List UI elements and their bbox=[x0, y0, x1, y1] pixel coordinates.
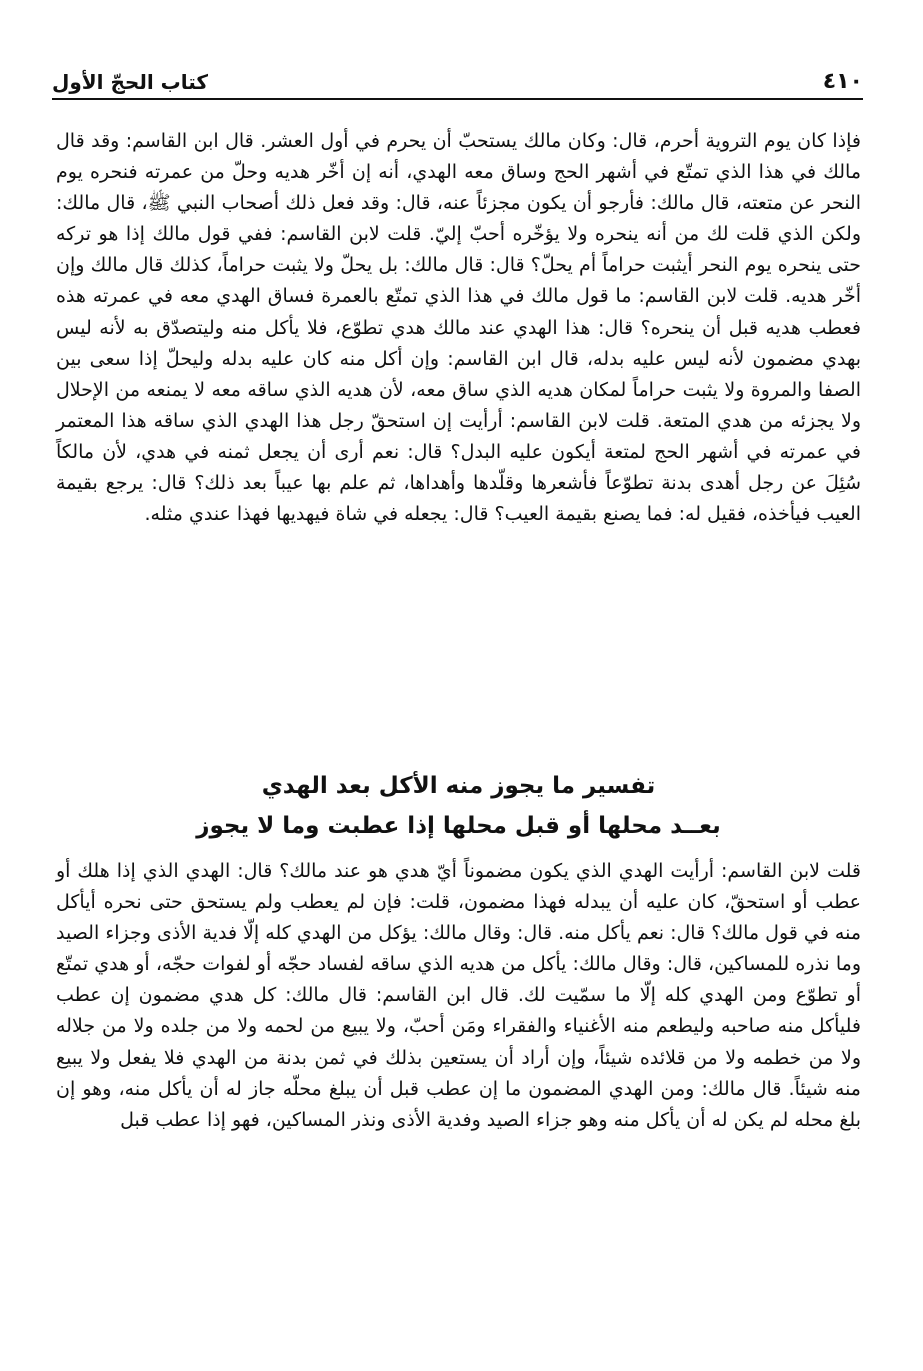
body-text-upper bbox=[56, 126, 861, 530]
section-heading bbox=[56, 766, 861, 846]
section-title-line-2: بعــد محلها أو قبل محلها إذا عطبت وما لا يجوز bbox=[196, 813, 721, 839]
paragraph: فإذا كان يوم التروية أحرم، قال: وكان مالك يستحبّ أن يحرم في أول العشر. قال ابن القاسم: وقد قال مالك في هذا الذي تمتّع في أشهر الحج وساق معه الهدي، أنه إن أخّر هديه وحلّ من عمرته فنحره يوم النحر عن متعته، قال مالك: فأرجو أن يكون مجزئاً عنه، قال: وقد فعل ذلك أصحاب النبي ﷺ، قال مالك: ولكن الذي قلت لك من أنه ينحره ولا يؤخّره أحبّ إليّ. قلت لابن القاسم: ففي قول مالك إذا هو تركه حتى ينحره يوم النحر أيثبت حراماً أم يحلّ؟ قال: قال مالك: بل يحلّ ولا يثبت حراماً، كذلك قال مالك وإن أخّر هديه. قلت لابن القاسم: ما قول مالك في هذا الذي تمتّع بالعمرة فساق الهدي معه في عمرته هذه فعطب هديه قبل أن ينحره؟ قال: هذا الهدي عند مالك هدي تطوّع، فلا يأكل منه وليتصدّق به لأنه ليس بهدي مضمون لأنه ليس عليه بدله، قال ابن القاسم: وإن أكل منه كان عليه بدله وليحلّ إذا سعى بين الصفا والمروة ولا يثبت حراماً لمكان هديه الذي ساق معه، لأن هديه الذي ساقه معه لا يمنعه من الإحلال ولا يجزئه من هدي المتعة. قلت لابن القاسم: أرأيت إن استحقّ رجل هذا الهدي الذي ساقه هذا المعتمر في عمرته في أشهر الحج لمتعة أيكون عليه البدل؟ قال: نعم أرى أن يجعل ثمنه في هدي، لأن مالكاً سُئِلَ عن رجل أهدى بدنة تطوّعاً فأشعرها وقلّدها وأهداها، ثم علم بها عيباً بعد ذلك؟ قال: يرجع بقيمة العيب فيأخذه، فقيل له: فما يصنع بقيمة العيب؟ قال: يجعله في شاة فيهديها فهذا عندي مثله. bbox=[56, 130, 861, 526]
page-header bbox=[52, 62, 863, 100]
section-paragraph: قلت لابن القاسم: أرأيت الهدي الذي يكون مضموناً أيّ هدي هو عند مالك؟ قال: الهدي الذي إذا هلك أو عطب أو استحقّ، كان عليه أن يبدله فهذا مضمون، قلت: فإن لم يعطب ولم يستحق حتى نحره أيأكل منه في قول مالك؟ قال: نعم يأكل منه. قال: وقال مالك: يؤكل من الهدي كله إلّا فدية الأذى وجزاء الصيد وما نذره للمساكين، قال: وقال مالك: يأكل من هديه الذي ساقه لفساد حجّه أو لفوات حجّه، أو هدي تمتّع أو تطوّع ومن الهدي كله إلّا ما سمّيت لك. قال ابن القاسم: قال مالك: كل هدي مضمون إن عطب فليأكل منه صاحبه وليطعم منه الأغنياء والفقراء ومَن أحبّ، ولا يبيع من لحمه ولا من جلده ولا من جلاله ولا من خطمه ولا من قلائده شيئاً، وإن أراد أن يستعين بذلك في ثمن بدنة من الهدي فلا يفعل ولا يبيع منه شيئاً. قال مالك: ومن الهدي المضمون ما إن عطب قبل أن يبلغ محلّه جاز له أن يأكل منه، وهو إن بلغ محله لم يكن له أن يأكل منه وهو جزاء الصيد وفدية الأذى ونذر المساكين، فهو إذا عطب قبل bbox=[56, 860, 861, 1131]
section-title-line-1: تفسير ما يجوز منه الأكل بعد الهدي bbox=[261, 773, 656, 799]
page-number: ٤١٠ bbox=[822, 69, 863, 94]
running-title: كتاب الحجّ الأول bbox=[52, 70, 209, 94]
body-text-lower bbox=[56, 856, 861, 1136]
